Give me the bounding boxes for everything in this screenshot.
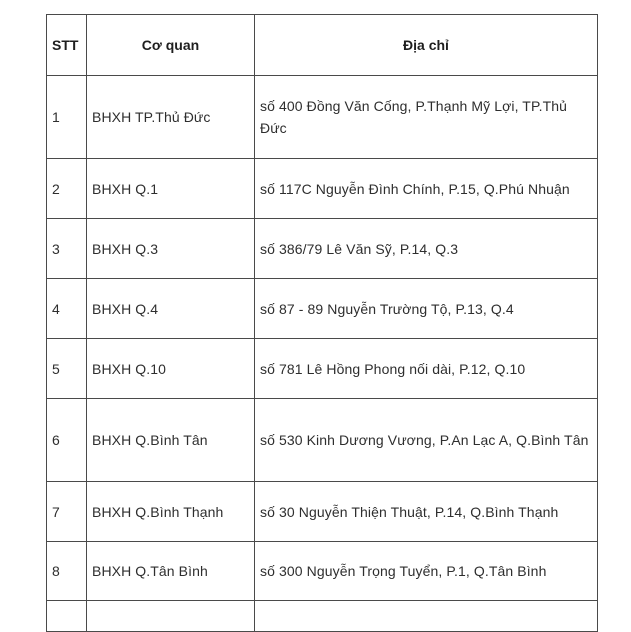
cell-addr: số 300 Nguyễn Trọng Tuyển, P.1, Q.Tân Bình — [255, 542, 598, 601]
cell-org: BHXH TP.Thủ Đức — [87, 76, 255, 159]
cell-org: BHXH Q.Bình Tân — [87, 399, 255, 482]
cell-addr: số 87 - 89 Nguyễn Trường Tộ, P.13, Q.4 — [255, 279, 598, 339]
cell-stt: 6 — [47, 399, 87, 482]
office-address-table — [46, 14, 598, 632]
cell-addr: số 781 Lê Hồng Phong nối dài, P.12, Q.10 — [255, 339, 598, 399]
header-addr: Địa chỉ — [255, 15, 598, 76]
table-row — [47, 399, 598, 482]
cell-addr: số 400 Đồng Văn Cống, P.Thạnh Mỹ Lợi, TP.Thủ Đức — [255, 76, 598, 159]
cell-addr: số 530 Kinh Dương Vương, P.An Lạc A, Q.Bình Tân — [255, 399, 598, 482]
table-row — [47, 339, 598, 399]
cell-stt: 3 — [47, 219, 87, 279]
cell-stt: 4 — [47, 279, 87, 339]
header-stt: STT — [47, 15, 87, 76]
table-row — [47, 542, 598, 601]
header-org: Cơ quan — [87, 15, 255, 76]
table-row — [47, 219, 598, 279]
table-container — [46, 14, 597, 632]
cell-empty — [87, 601, 255, 632]
cell-org: BHXH Q.10 — [87, 339, 255, 399]
cell-org: BHXH Q.Tân Bình — [87, 542, 255, 601]
cell-addr: số 386/79 Lê Văn Sỹ, P.14, Q.3 — [255, 219, 598, 279]
cell-org: BHXH Q.4 — [87, 279, 255, 339]
table-row — [47, 159, 598, 219]
table-row — [47, 279, 598, 339]
table-row — [47, 482, 598, 542]
cell-addr: số 117C Nguyễn Đình Chính, P.15, Q.Phú Nhuận — [255, 159, 598, 219]
cell-org: BHXH Q.3 — [87, 219, 255, 279]
cell-stt: 8 — [47, 542, 87, 601]
cell-stt: 7 — [47, 482, 87, 542]
cell-addr: số 30 Nguyễn Thiện Thuật, P.14, Q.Bình Thạnh — [255, 482, 598, 542]
table-row-partial — [47, 601, 598, 632]
cell-stt: 5 — [47, 339, 87, 399]
table-header-row — [47, 15, 598, 76]
cell-empty — [255, 601, 598, 632]
cell-stt: 1 — [47, 76, 87, 159]
cell-org: BHXH Q.1 — [87, 159, 255, 219]
table-row — [47, 76, 598, 159]
cell-org: BHXH Q.Bình Thạnh — [87, 482, 255, 542]
cell-stt: 2 — [47, 159, 87, 219]
cell-empty — [47, 601, 87, 632]
